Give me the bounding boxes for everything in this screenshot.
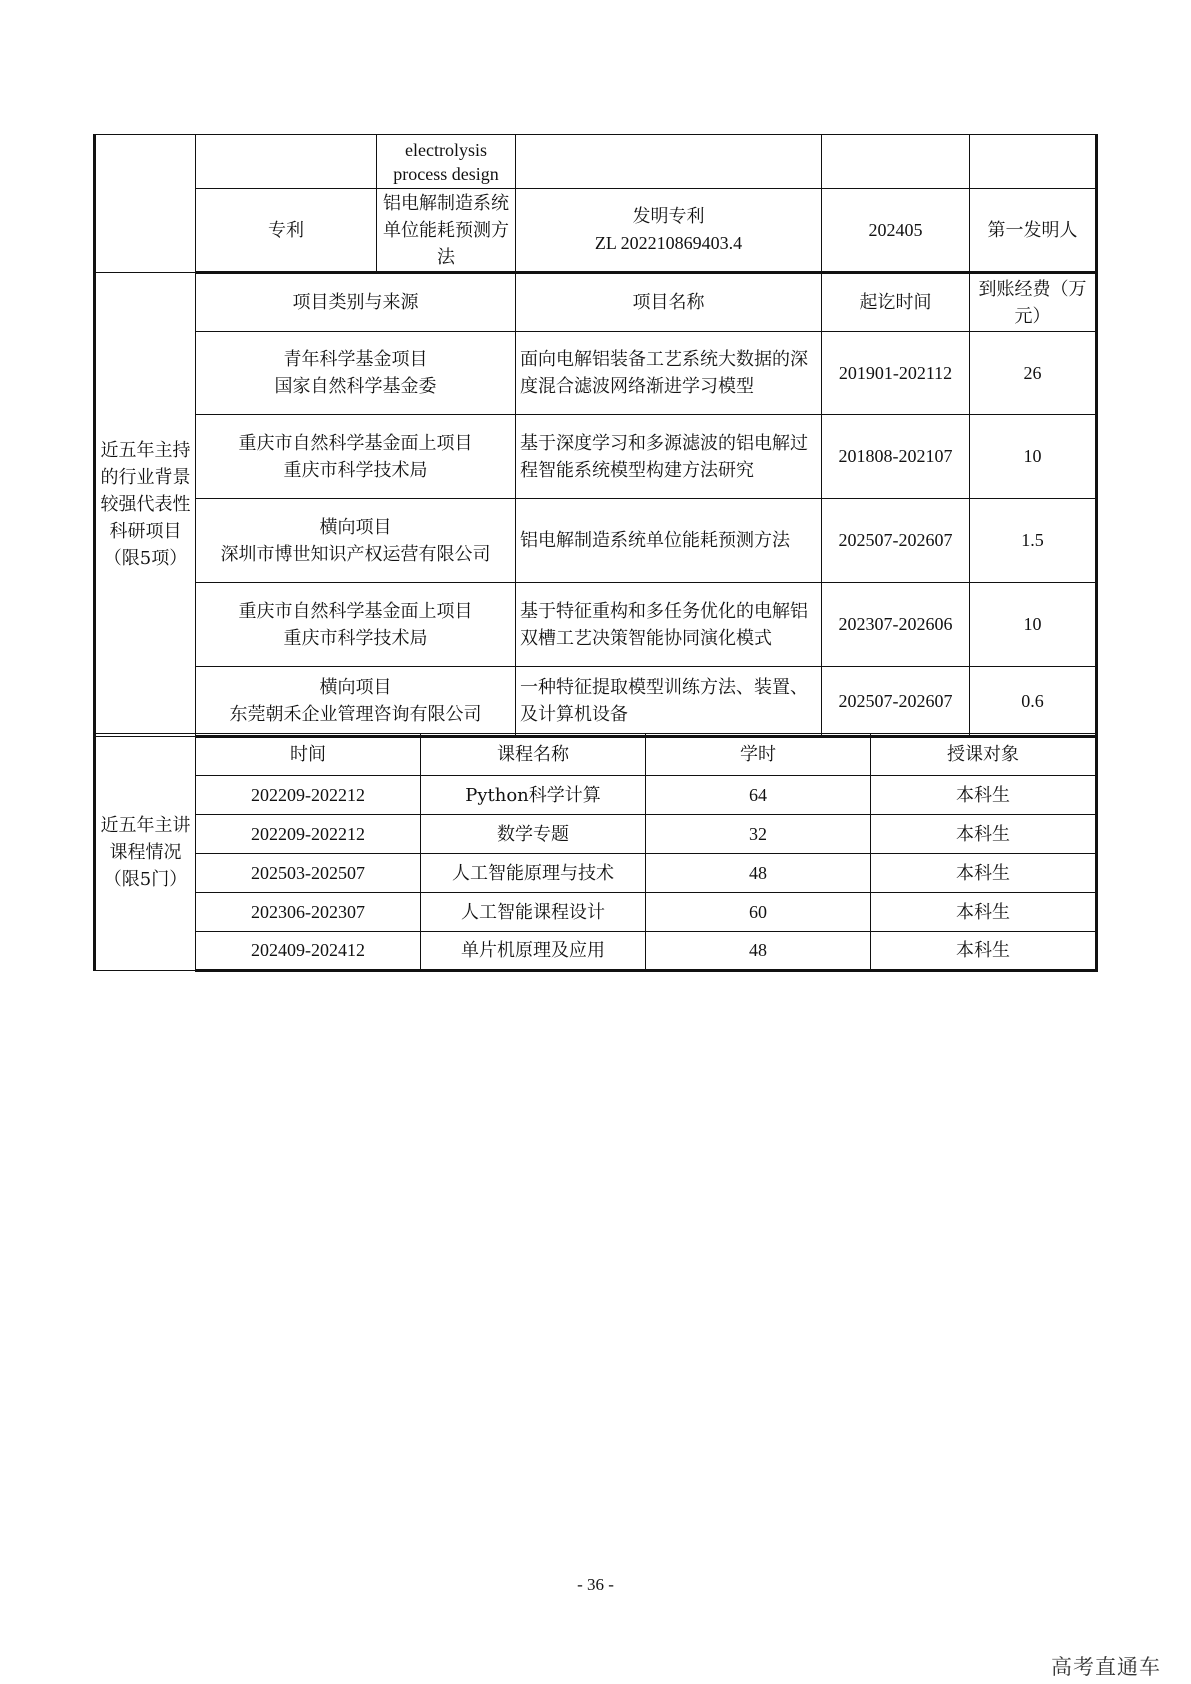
course-time: 202306-202307 (196, 893, 421, 932)
project-funds: 10 (970, 415, 1097, 499)
project-name: 一种特征提取模型训练方法、装置、及计算机设备 (516, 667, 822, 737)
project-period: 202307-202606 (822, 583, 970, 667)
course-name: 人工智能原理与技术 (421, 854, 646, 893)
project-source (196, 415, 516, 499)
course-time: 202409-202412 (196, 932, 421, 971)
project-funds: 10 (970, 583, 1097, 667)
page-number: - 36 - (577, 1575, 614, 1594)
project-period: 202507-202607 (822, 499, 970, 583)
course-row (95, 893, 1097, 932)
course-row (95, 854, 1097, 893)
patent-number: ZL 202210869403.4 (594, 233, 743, 253)
project-category: 重庆市自然科学基金面上项目 (238, 432, 473, 454)
project-funder: 重庆市科学技术局 (283, 459, 428, 481)
course-hours: 60 (646, 893, 871, 932)
project-funder: 重庆市科学技术局 (283, 627, 428, 649)
project-source (196, 583, 516, 667)
project-row (95, 415, 1097, 499)
courses-header-row (95, 734, 1097, 776)
watermark: 高考直通车 (1051, 1655, 1161, 1679)
projects-header-row (95, 273, 1097, 332)
course-name: 单片机原理及应用 (421, 932, 646, 971)
projects-header-funds: 到账经费（万元） (970, 273, 1097, 332)
course-row (95, 815, 1097, 854)
course-target: 本科生 (871, 854, 1097, 893)
courses-header-target: 授课对象 (871, 734, 1097, 776)
course-time: 202209-202212 (196, 815, 421, 854)
achievements-table (93, 134, 1098, 738)
project-funder: 国家自然科学基金委 (274, 376, 437, 397)
project-row (95, 332, 1097, 415)
courses-header-hours: 学时 (646, 734, 871, 776)
course-target: 本科生 (871, 893, 1097, 932)
project-source (196, 667, 516, 737)
patent-category: 发明专利 (632, 206, 705, 227)
project-period: 202507-202607 (822, 667, 970, 737)
courses-side-label: 近五年主讲课程情况（限5门） (95, 734, 196, 971)
course-row (95, 932, 1097, 971)
patent-role: 第一发明人 (970, 189, 1097, 273)
projects-side-label: 近五年主持的行业背景较强代表性科研项目（限5项） (95, 273, 196, 737)
courses-header-time: 时间 (196, 734, 421, 776)
project-period: 201808-202107 (822, 415, 970, 499)
project-source (196, 499, 516, 583)
project-category: 青年科学基金项目 (283, 349, 428, 370)
course-hours: 48 (646, 854, 871, 893)
patent-row (95, 189, 1097, 273)
course-hours: 32 (646, 815, 871, 854)
course-target: 本科生 (871, 776, 1097, 815)
patent-identifier (516, 189, 822, 273)
course-name: Python科学计算 (421, 776, 646, 815)
project-name: 铝电解制造系统单位能耗预测方法 (516, 499, 822, 583)
patent-name-top: electrolysis process design (377, 135, 516, 189)
project-name: 面向电解铝装备工艺系统大数据的深度混合滤波网络渐进学习模型 (516, 332, 822, 415)
projects-header-period: 起讫时间 (822, 273, 970, 332)
project-category: 重庆市自然科学基金面上项目 (238, 600, 473, 622)
patent-row-top (95, 135, 1097, 189)
course-target: 本科生 (871, 932, 1097, 971)
project-row (95, 583, 1097, 667)
project-funds: 26 (970, 332, 1097, 415)
patent-type: 专利 (196, 189, 377, 273)
project-category: 横向项目 (319, 677, 392, 698)
courses-header-name: 课程名称 (421, 734, 646, 776)
patent-name: 铝电解制造系统单位能耗预测方法 (377, 189, 516, 273)
project-name: 基于深度学习和多源滤波的铝电解过程智能系统模型构建方法研究 (516, 415, 822, 499)
project-funds: 1.5 (970, 499, 1097, 583)
course-row (95, 776, 1097, 815)
course-time: 202209-202212 (196, 776, 421, 815)
project-source (196, 332, 516, 415)
courses-table (93, 733, 1098, 972)
project-name: 基于特征重构和多任务优化的电解铝双槽工艺决策智能协同演化模式 (516, 583, 822, 667)
course-name: 数学专题 (421, 815, 646, 854)
project-funder: 东莞朝禾企业管理咨询有限公司 (229, 704, 482, 725)
course-hours: 48 (646, 932, 871, 971)
course-hours: 64 (646, 776, 871, 815)
projects-header-source: 项目类别与来源 (196, 273, 516, 332)
projects-header-name: 项目名称 (516, 273, 822, 332)
project-row (95, 667, 1097, 737)
project-funder: 深圳市博世知识产权运营有限公司 (220, 543, 491, 565)
course-time: 202503-202507 (196, 854, 421, 893)
course-target: 本科生 (871, 815, 1097, 854)
project-period: 201901-202112 (822, 332, 970, 415)
project-row (95, 499, 1097, 583)
project-funds: 0.6 (970, 667, 1097, 737)
patent-side-cell (95, 135, 196, 273)
project-category: 横向项目 (319, 516, 392, 538)
patent-date: 202405 (822, 189, 970, 273)
course-name: 人工智能课程设计 (421, 893, 646, 932)
